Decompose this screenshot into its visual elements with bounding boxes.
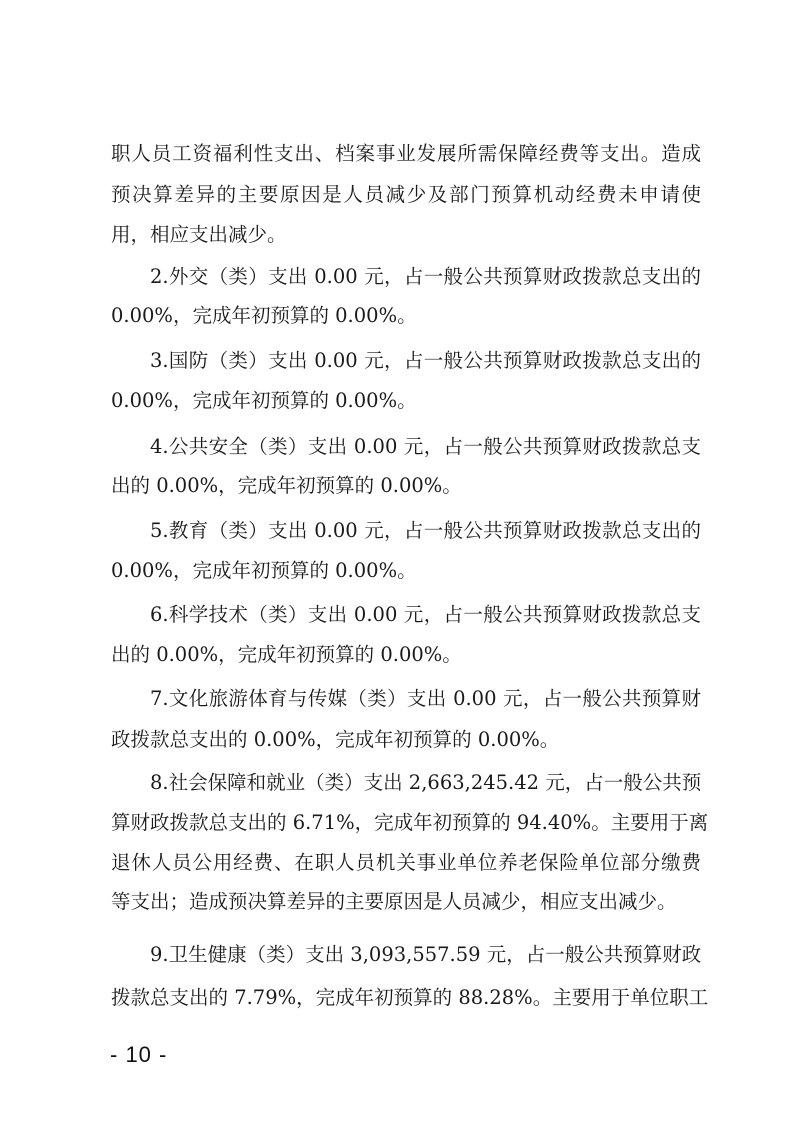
text-line: 退休人员公用经费、在职人员机关事业单位养老保险单位部分缴费: [111, 851, 701, 874]
page-number: - 10 -: [110, 1042, 168, 1067]
text-line: 出的 0.00%，完成年初预算的 0.00%。: [111, 643, 462, 666]
text-line: 0.00%，完成年初预算的 0.00%。: [111, 389, 417, 412]
text-line: 算财政拨款总支出的 6.71%，完成年初预算的 94.40%。主要用于离: [111, 811, 709, 834]
text-line: 0.00%，完成年初预算的 0.00%。: [111, 559, 417, 582]
text-line: 出的 0.00%，完成年初预算的 0.00%。: [111, 474, 462, 497]
text-line: 0.00%，完成年初预算的 0.00%。: [111, 304, 417, 327]
text-line: 4.公共安全（类）支出 0.00 元，占一般公共预算财政拨款总支: [150, 435, 701, 458]
text-line: 等支出；造成预决算差异的主要原因是人员减少，相应支出减少。: [111, 890, 677, 913]
text-line: 政拨款总支出的 0.00%，完成年初预算的 0.00%。: [111, 728, 560, 751]
text-line: 拨款总支出的 7.79%，完成年初预算的 88.28%。主要用于单位职工: [111, 986, 709, 1009]
text-line: 6.科学技术（类）支出 0.00 元，占一般公共预算财政拨款总支: [150, 603, 701, 626]
text-line: 8.社会保障和就业（类）支出 2,663,245.42 元，占一般公共预: [150, 771, 702, 794]
text-line: 5.教育（类）支出 0.00 元，占一般公共预算财政拨款总支出的: [150, 519, 701, 542]
text-line: 7.文化旅游体育与传媒（类）支出 0.00 元，占一般公共预算财: [150, 687, 701, 710]
text-line: 用，相应支出减少。: [111, 223, 287, 246]
text-line: 2.外交（类）支出 0.00 元，占一般公共预算财政拨款总支出的: [150, 265, 701, 288]
text-line: 职人员工资福利性支出、档案事业发展所需保障经费等支出。造成: [111, 142, 701, 165]
text-line: 3.国防（类）支出 0.00 元，占一般公共预算财政拨款总支出的: [150, 349, 701, 372]
text-line: 预决算差异的主要原因是人员减少及部门预算机动经费未申请使: [111, 183, 701, 206]
text-line: 9.卫生健康（类）支出 3,093,557.59 元，占一般公共预算财政: [150, 943, 702, 966]
